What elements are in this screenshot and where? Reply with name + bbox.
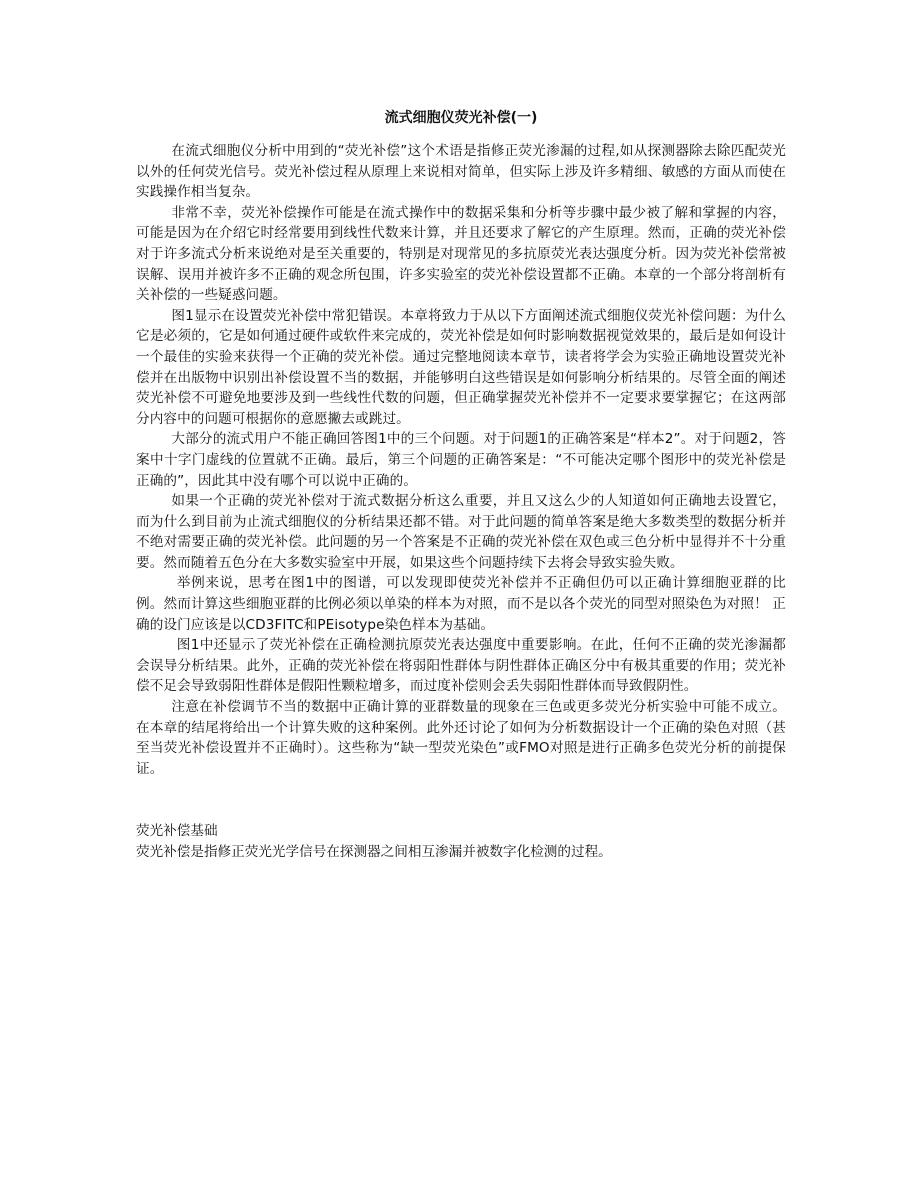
paragraph-8: 注意在补偿调节不当的数据中正确计算的亚群数量的现象在三色或更多荧光分析实验中可能不成立。在本章的结尾将给出一个计算失败的这种案例。此外还讨论了如何为分析数据设计一个正确的染色对照（甚至当荧光补偿设置并不正确时）。这些称为“缺一型荧光染色”或FMO对照是进行正确多色荧光分析的前提保证。 (136, 699, 786, 777)
paragraph-6: 举例来说，思考在图1中的图谱，可以发现即使荧光补偿并不正确但仍可以正确计算细胞亚群的比例。然而计算这些细胞亚群的比例必须以单染的样本为对照，而不是以各个荧光的同型对照染色为对照！ 正确的设门应该是以CD3FITC和PEisotype染色样本为基础。 (136, 575, 786, 633)
document-title: 流式细胞仪荧光补偿(一) (384, 110, 538, 126)
paragraph-7: 图1中还显示了荧光补偿在正确检测抗原荧光表达强度中重要影响。在此，任何不正确的荧光渗漏都会误导分析结果。此外，正确的荧光补偿在将弱阳性群体与阴性群体正确区分中有极其重要的作用；荧光补偿不足会导致弱阳性群体是假阳性颗粒增多，而过度补偿则会丢失弱阳性群体而导致假阴性。 (136, 637, 786, 695)
section-text: 荧光补偿是指修正荧光光学信号在探测器之间相互渗漏并被数字化检测的过程。 (136, 844, 612, 860)
paragraph-4: 大部分的流式用户不能正确回答图1中的三个问题。对于问题1的正确答案是“样本2”。对于问题2，答案中十字门虚线的位置就不正确。最后，第三个问题的正确答案是：“不可能决定哪个图形中的荧光补偿是正确的”，因此其中没有哪个可以说中正确的。 (136, 431, 786, 489)
section-spacer (136, 779, 786, 821)
paragraph-2: 非常不幸，荧光补偿操作可能是在流式操作中的数据采集和分析等步骤中最少被了解和掌握的内容，可能是因为在介绍它时经常要用到线性代数来计算，并且还要求了解它的产生原理。然而，正确的荧光补偿对于许多流式分析来说绝对是至关重要的，特别是对现常见的多抗原荧光表达强度分析。因为荧光补偿常被误解、误用并被许多不正确的观念所包围，许多实验室的荧光补偿设置都不正确。本章的一个部分将剖析有关补偿的一些疑惑问题。 (136, 204, 786, 304)
document-page (136, 108, 786, 863)
paragraph-3: 图1显示在设置荧光补偿中常犯错误。本章将致力于从以下方面阐述流式细胞仪荧光补偿问题：为什么它是必须的，它是如何通过硬件或软件来完成的，荧光补偿是如何时影响数据视觉效果的，最后是如何设计一个最佳的实验来获得一个正确的荧光补偿。通过完整地阅读本章节，读者将学会为实验正确地设置荧光补偿并在出版物中识别出补偿设置不当的数据，并能够明白这些错误是如何影响分析结果的。尽管全面的阐述荧光补偿不可避免地要涉及到一些线性代数的问题，但正确掌握荧光补偿并不一定要求要掌握它；在这两部分内容中的问题可根据你的意愿撇去或跳过。 (136, 307, 786, 427)
section-heading: 荧光补偿基础 (136, 823, 218, 840)
paragraph-5: 如果一个正确的荧光补偿对于流式数据分析这么重要，并且又这么少的人知道如何正确地去设置它，而为什么到目前为止流式细胞仪的分析结果还都不错。对于此问题的简单答案是绝大多数类型的数据分析并不绝对需要正确的荧光补偿。此问题的另一个答案是不正确的荧光补偿在双色或三色分析中显得并不十分重要。然而随着五色分在大多数实验室中开展，如果这些个问题持续下去将会导致实验失败。 (136, 493, 786, 571)
paragraph-1: 在流式细胞仪分析中用到的“荧光补偿”这个术语是指修正荧光渗漏的过程,如从探测器除去除匹配荧光以外的任何荧光信号。荧光补偿过程从原理上来说相对简单，但实际上涉及许多精细、敏感的方面从而使在实践操作相当复杂。 (136, 143, 786, 201)
